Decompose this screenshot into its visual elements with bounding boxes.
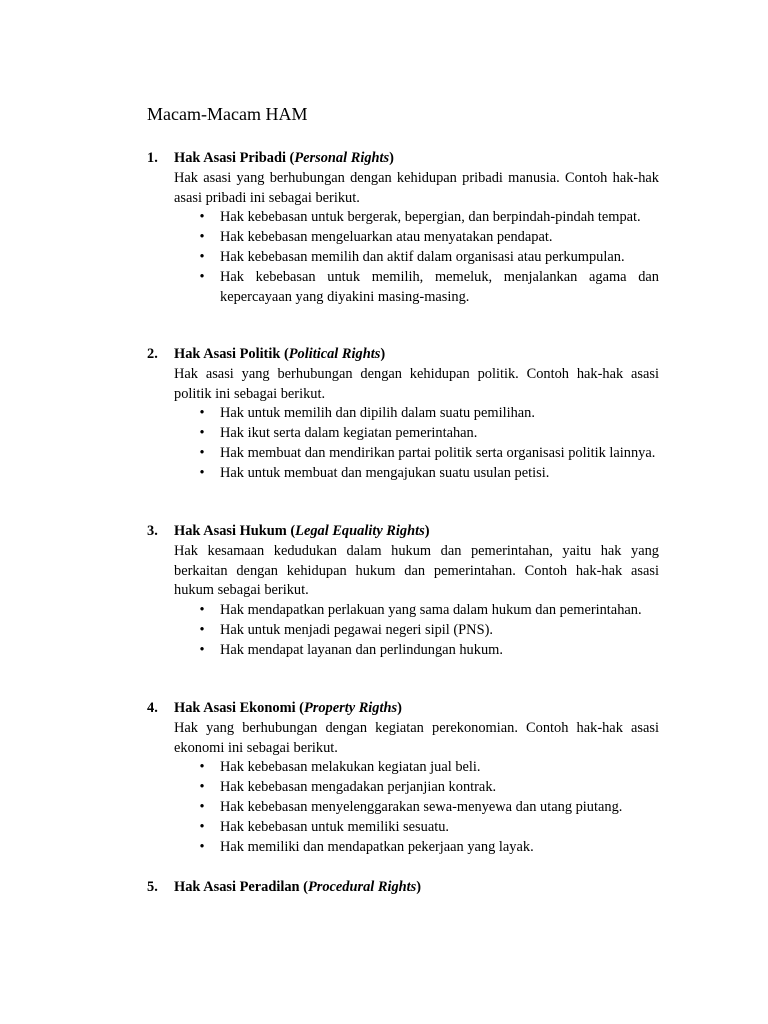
list-item-text: Hak ikut serta dalam kegiatan pemerintahan. xyxy=(220,425,478,442)
bullet-list xyxy=(197,758,659,857)
list-item-text: Hak kebebasan mengeluarkan atau menyatakan pendapat. xyxy=(220,229,553,246)
list-item xyxy=(197,424,659,444)
bullet-icon: • xyxy=(199,779,205,796)
section-heading-italic: Property Rigths xyxy=(303,700,398,716)
section-heading xyxy=(147,878,659,898)
list-item xyxy=(197,838,659,858)
bullet-list xyxy=(197,601,659,660)
section-heading-close: ) xyxy=(416,879,422,895)
section-heading-close: ) xyxy=(380,346,386,362)
section-heading-text: Hak Asasi Pribadi ( xyxy=(174,150,295,166)
section-heading xyxy=(147,149,659,169)
list-item-text: Hak untuk memilih dan dipilih dalam suatu pemilihan. xyxy=(220,405,535,422)
list-item-text: Hak kebebasan untuk memilih, memeluk, menjalankan agama dan kepercayaan yang diyakini masing-masing. xyxy=(220,268,659,305)
section-political-rights xyxy=(147,345,659,484)
bullet-icon: • xyxy=(199,268,205,285)
list-item xyxy=(197,798,659,818)
section-description: Hak asasi yang berhubungan dengan kehidupan politik. Contoh hak-hak asasi politik ini sebagai berikut. xyxy=(174,365,659,402)
section-number: 3. xyxy=(147,523,158,539)
list-item-text: Hak memiliki dan mendapatkan pekerjaan yang layak. xyxy=(220,838,534,855)
list-item xyxy=(197,818,659,838)
document-title: Macam-Macam HAM xyxy=(147,104,308,124)
bullet-icon: • xyxy=(199,229,205,246)
section-heading xyxy=(147,699,659,719)
section-number: 5. xyxy=(147,879,158,895)
bullet-icon: • xyxy=(199,641,205,658)
section-heading xyxy=(147,522,659,542)
section-heading-close: ) xyxy=(397,700,402,716)
section-heading-italic: Political Rights xyxy=(288,346,381,362)
section-heading-italic: Legal Equality Rights xyxy=(295,523,425,539)
section-heading-text: Hak Asasi Peradilan ( xyxy=(174,879,308,895)
list-item-text: Hak kebebasan mengadakan perjanjian kontrak. xyxy=(220,779,497,796)
list-item xyxy=(197,248,659,268)
section-number: 4. xyxy=(147,700,158,716)
bullet-icon: • xyxy=(199,818,205,835)
list-item-text: Hak untuk membuat dan mengajukan suatu usulan petisi. xyxy=(220,464,550,481)
bullet-icon: • xyxy=(199,248,205,265)
list-item-text: Hak kebebasan untuk memiliki sesuatu. xyxy=(220,818,449,835)
section-heading-italic: Personal Rights xyxy=(294,150,390,166)
list-item xyxy=(197,621,659,641)
list-item xyxy=(197,641,659,661)
list-item xyxy=(197,228,659,248)
section-property-rights xyxy=(147,699,659,857)
list-item-text: Hak untuk menjadi pegawai negeri sipil (PNS). xyxy=(220,621,493,638)
list-item-text: Hak membuat dan mendirikan partai politik serta organisasi politik lainnya. xyxy=(220,444,656,461)
bullet-icon: • xyxy=(199,209,205,226)
list-item xyxy=(197,444,659,464)
list-item-text: Hak mendapatkan perlakuan yang sama dalam hukum dan pemerintahan. xyxy=(220,602,642,619)
section-heading-text: Hak Asasi Ekonomi ( xyxy=(174,700,304,716)
section-description: Hak asasi yang berhubungan dengan kehidupan pribadi manusia. Contoh hak-hak asasi pribadi ini sebagai berikut. xyxy=(174,169,659,206)
list-item xyxy=(197,208,659,228)
bullet-icon: • xyxy=(199,602,205,619)
section-legal-equality-rights xyxy=(147,522,659,661)
section-procedural-rights xyxy=(147,878,659,898)
list-item xyxy=(197,601,659,621)
bullet-icon: • xyxy=(199,444,205,461)
section-number: 2. xyxy=(147,346,158,362)
list-item-text: Hak kebebasan menyelenggarakan sewa-menyewa dan utang piutang. xyxy=(220,798,623,815)
list-item xyxy=(197,404,659,424)
section-heading-close: ) xyxy=(424,523,430,539)
list-item-text: Hak kebebasan untuk bergerak, bepergian, dan berpindah-pindah tempat. xyxy=(220,209,641,226)
section-description: Hak yang berhubungan dengan kegiatan perekonomian. Contoh hak-hak asasi ekonomi ini sebagai berikut. xyxy=(174,719,659,756)
section-number: 1. xyxy=(147,150,158,166)
section-personal-rights xyxy=(147,149,659,307)
list-item xyxy=(197,464,659,484)
bullet-icon: • xyxy=(199,838,205,855)
section-heading-close: ) xyxy=(389,150,394,166)
section-heading-text: Hak Asasi Hukum ( xyxy=(174,523,296,539)
section-heading-italic: Procedural Rights xyxy=(307,879,417,895)
list-item-text: Hak kebebasan memilih dan aktif dalam organisasi atau perkumpulan. xyxy=(220,248,625,265)
bullet-icon: • xyxy=(199,798,205,815)
bullet-icon: • xyxy=(199,405,205,422)
bullet-list xyxy=(197,404,659,483)
section-description: Hak kesamaan kedudukan dalam hukum dan pemerintahan, yaitu hak yang berkaitan dengan kehidupan hukum dan pemerintahan. Contoh hak-hak asasi hukum sebagai berikut. xyxy=(174,542,659,599)
section-heading-text: Hak Asasi Politik ( xyxy=(174,346,289,362)
bullet-icon: • xyxy=(199,759,205,776)
list-item-text: Hak mendapat layanan dan perlindungan hukum. xyxy=(220,641,503,658)
section-heading xyxy=(147,345,659,365)
list-item xyxy=(197,778,659,798)
list-item-text: Hak kebebasan melakukan kegiatan jual beli. xyxy=(220,759,481,776)
list-item xyxy=(197,268,659,308)
bullet-list xyxy=(197,208,659,307)
list-item xyxy=(197,758,659,778)
bullet-icon: • xyxy=(199,621,205,638)
bullet-icon: • xyxy=(199,464,205,481)
bullet-icon: • xyxy=(199,425,205,442)
